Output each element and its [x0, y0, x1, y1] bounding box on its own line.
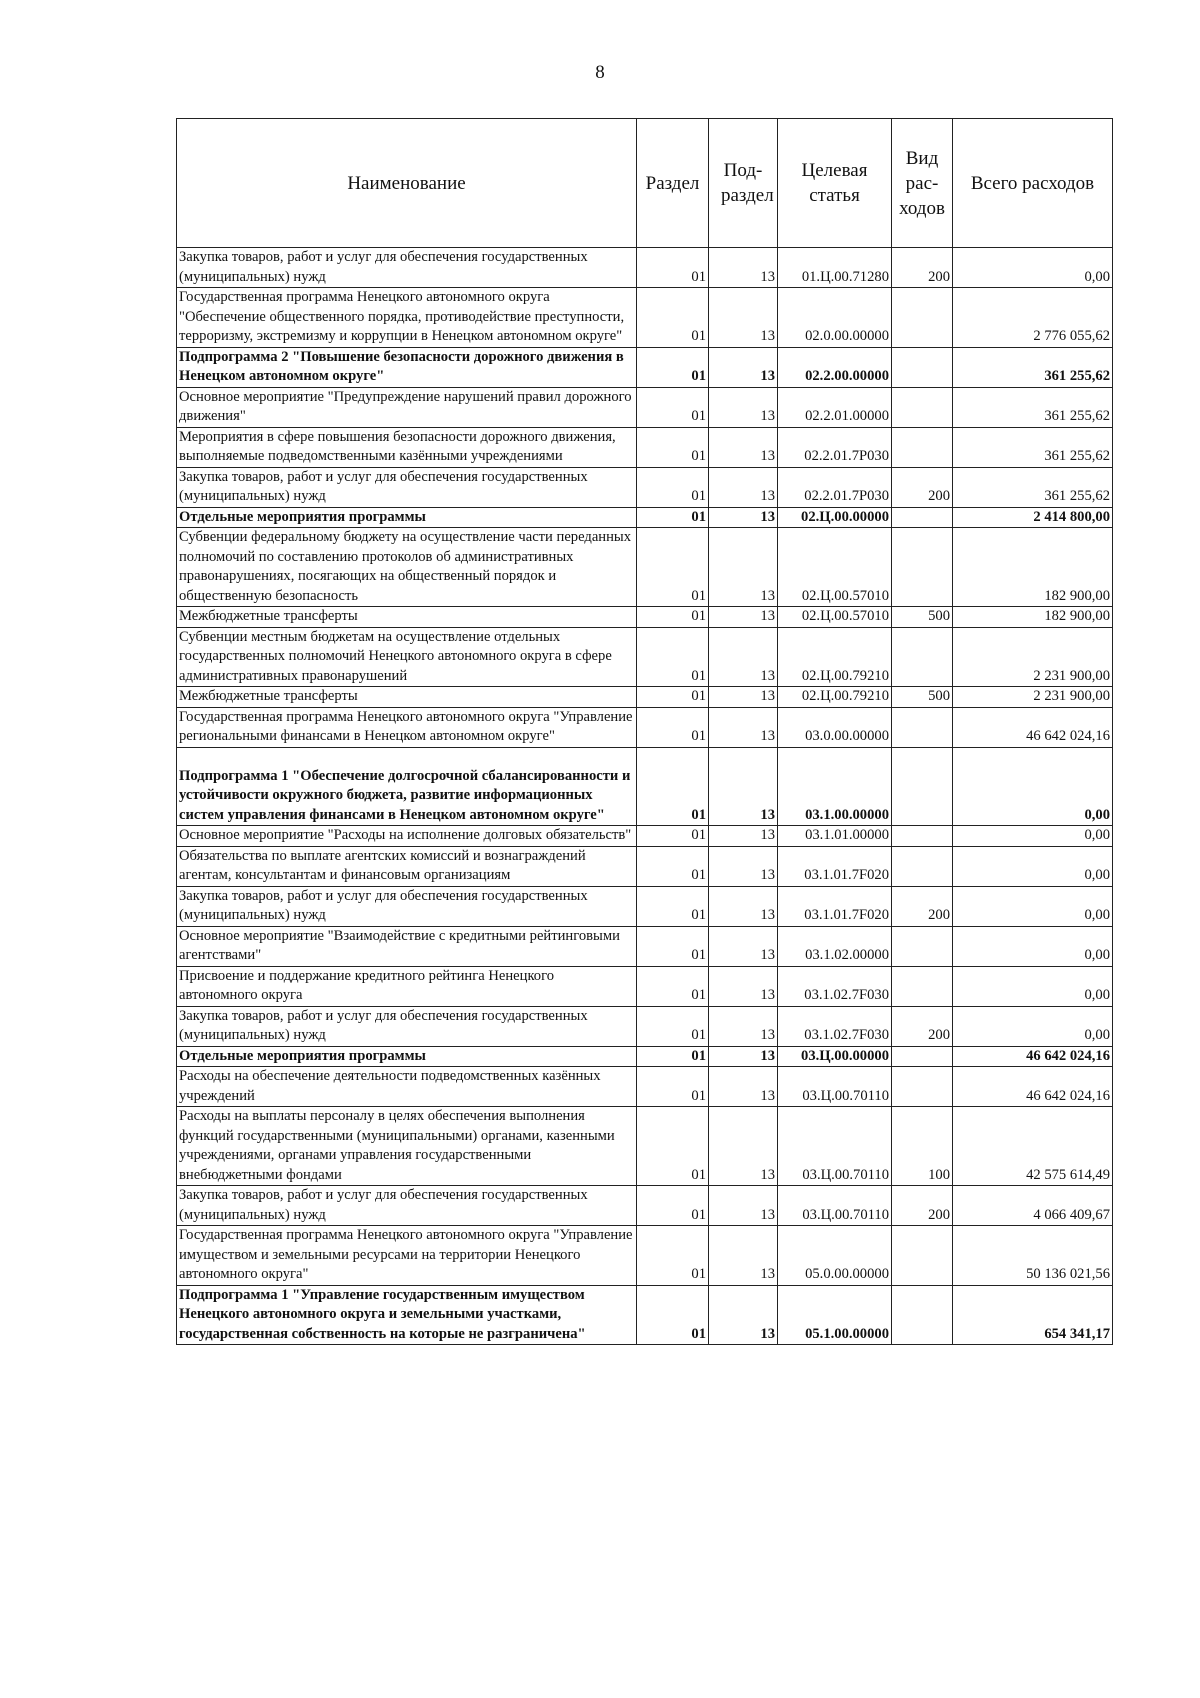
header-target: Целевая статья: [778, 119, 892, 248]
cell-target: 03.1.02.7F030: [778, 1006, 892, 1046]
cell-total: 182 900,00: [953, 528, 1113, 607]
cell-total: 46 642 024,16: [953, 1046, 1113, 1067]
cell-subsection: 13: [709, 507, 778, 528]
cell-target: 03.0.00.00000: [778, 707, 892, 747]
cell-subsection: 13: [709, 886, 778, 926]
cell-section: 01: [637, 467, 709, 507]
cell-subsection: 13: [709, 288, 778, 348]
cell-target: 01.Ц.00.71280: [778, 248, 892, 288]
cell-expense-type: [892, 528, 953, 607]
cell-subsection: 13: [709, 1186, 778, 1226]
cell-total: 361 255,62: [953, 347, 1113, 387]
cell-subsection: 13: [709, 607, 778, 628]
cell-expense-type: [892, 1226, 953, 1286]
cell-total: 0,00: [953, 926, 1113, 966]
cell-target: 02.Ц.00.57010: [778, 607, 892, 628]
cell-target: 03.1.02.7F030: [778, 966, 892, 1006]
cell-section: 01: [637, 387, 709, 427]
cell-total: 654 341,17: [953, 1285, 1113, 1345]
cell-name: Межбюджетные трансферты: [177, 687, 637, 708]
header-total: Всего расходов: [953, 119, 1113, 248]
cell-section: 01: [637, 288, 709, 348]
table-row: [177, 507, 1113, 528]
cell-subsection: 13: [709, 1226, 778, 1286]
cell-expense-type: [892, 926, 953, 966]
cell-subsection: 13: [709, 926, 778, 966]
cell-name: Подпрограмма 1 "Управление государственным имуществом Ненецкого автономного округа и земельными участками, государственная собственность на которые не разграничена": [177, 1285, 637, 1345]
cell-expense-type: [892, 747, 953, 826]
table-row: [177, 926, 1113, 966]
table-row: [177, 1107, 1113, 1186]
cell-target: 02.2.00.00000: [778, 347, 892, 387]
table-row: [177, 627, 1113, 687]
cell-section: 01: [637, 747, 709, 826]
cell-total: 0,00: [953, 747, 1113, 826]
cell-target: 02.2.01.7Р030: [778, 467, 892, 507]
cell-expense-type: 200: [892, 886, 953, 926]
cell-name: Государственная программа Ненецкого автономного округа "Управление имуществом и земельными ресурсами на территории Ненецкого автономного округа": [177, 1226, 637, 1286]
cell-target: 02.2.01.00000: [778, 387, 892, 427]
cell-total: 42 575 614,49: [953, 1107, 1113, 1186]
cell-section: 01: [637, 507, 709, 528]
cell-subsection: 13: [709, 1107, 778, 1186]
cell-target: 03.Ц.00.00000: [778, 1046, 892, 1067]
cell-total: 0,00: [953, 1006, 1113, 1046]
cell-total: 0,00: [953, 846, 1113, 886]
cell-name: Подпрограмма 2 "Повышение безопасности дорожного движения в Ненецком автономном округе": [177, 347, 637, 387]
cell-total: 2 231 900,00: [953, 687, 1113, 708]
cell-expense-type: [892, 288, 953, 348]
cell-name: Государственная программа Ненецкого автономного округа "Обеспечение общественного порядка, противодействие преступности, терроризму, экстремизму и коррупции в Ненецком автономном округе": [177, 288, 637, 348]
cell-total: 46 642 024,16: [953, 707, 1113, 747]
table-row: [177, 427, 1113, 467]
cell-target: 03.1.01.00000: [778, 826, 892, 847]
cell-subsection: 13: [709, 387, 778, 427]
cell-target: 02.2.01.7Р030: [778, 427, 892, 467]
cell-name: Межбюджетные трансферты: [177, 607, 637, 628]
cell-subsection: 13: [709, 528, 778, 607]
cell-section: 01: [637, 1107, 709, 1186]
cell-subsection: 13: [709, 826, 778, 847]
cell-section: 01: [637, 886, 709, 926]
cell-expense-type: 200: [892, 467, 953, 507]
cell-expense-type: [892, 1067, 953, 1107]
cell-expense-type: [892, 627, 953, 687]
cell-name: Отдельные мероприятия программы: [177, 507, 637, 528]
cell-expense-type: 200: [892, 1186, 953, 1226]
cell-total: 0,00: [953, 248, 1113, 288]
cell-target: 02.Ц.00.79210: [778, 627, 892, 687]
cell-section: 01: [637, 627, 709, 687]
table-row: [177, 1046, 1113, 1067]
table-row: [177, 886, 1113, 926]
cell-total: 361 255,62: [953, 467, 1113, 507]
cell-name: Отдельные мероприятия программы: [177, 1046, 637, 1067]
cell-subsection: 13: [709, 707, 778, 747]
cell-name: Подпрограмма 1 "Обеспечение долгосрочной сбалансированности и устойчивости окружного бюджета, развитие информационных систем управления финансами в Ненецком автономном округе": [177, 747, 637, 826]
cell-subsection: 13: [709, 347, 778, 387]
cell-total: 46 642 024,16: [953, 1067, 1113, 1107]
cell-section: 01: [637, 607, 709, 628]
cell-subsection: 13: [709, 846, 778, 886]
cell-total: 2 776 055,62: [953, 288, 1113, 348]
cell-name: Расходы на обеспечение деятельности подведомственных казённых учреждений: [177, 1067, 637, 1107]
cell-name: Субвенции федеральному бюджету на осуществление части переданных полномочий по составлению протоколов об административных правонарушениях, посягающих на общественный порядок и общественную безопасность: [177, 528, 637, 607]
cell-total: 361 255,62: [953, 427, 1113, 467]
cell-expense-type: [892, 966, 953, 1006]
header-subsection: Под-раздел: [709, 119, 778, 248]
cell-total: 361 255,62: [953, 387, 1113, 427]
table-row: [177, 1285, 1113, 1345]
cell-total: 0,00: [953, 966, 1113, 1006]
table-row: [177, 846, 1113, 886]
table-row: [177, 707, 1113, 747]
cell-section: 01: [637, 707, 709, 747]
cell-target: 03.Ц.00.70110: [778, 1186, 892, 1226]
cell-name: Государственная программа Ненецкого автономного округа "Управление региональными финансами в Ненецком автономном округе": [177, 707, 637, 747]
table-row: [177, 1186, 1113, 1226]
cell-expense-type: 200: [892, 248, 953, 288]
cell-section: 01: [637, 687, 709, 708]
header-name: Наименование: [177, 119, 637, 248]
table-row: [177, 687, 1113, 708]
cell-expense-type: 100: [892, 1107, 953, 1186]
cell-total: 182 900,00: [953, 607, 1113, 628]
cell-name: Закупка товаров, работ и услуг для обеспечения государственных (муниципальных) нужд: [177, 1186, 637, 1226]
cell-subsection: 13: [709, 627, 778, 687]
table-row: [177, 248, 1113, 288]
cell-subsection: 13: [709, 966, 778, 1006]
cell-name: Закупка товаров, работ и услуг для обеспечения государственных (муниципальных) нужд: [177, 467, 637, 507]
cell-expense-type: [892, 1285, 953, 1345]
cell-name: Основное мероприятие "Предупреждение нарушений правил дорожного движения": [177, 387, 637, 427]
cell-expense-type: [892, 1046, 953, 1067]
cell-expense-type: [892, 846, 953, 886]
cell-section: 01: [637, 1186, 709, 1226]
cell-subsection: 13: [709, 1067, 778, 1107]
cell-section: 01: [637, 1285, 709, 1345]
cell-name: Присвоение и поддержание кредитного рейтинга Ненецкого автономного округа: [177, 966, 637, 1006]
cell-section: 01: [637, 1006, 709, 1046]
table-row: [177, 387, 1113, 427]
table-row: [177, 1067, 1113, 1107]
cell-total: 4 066 409,67: [953, 1186, 1113, 1226]
page-number: 8: [595, 62, 605, 83]
cell-target: 02.Ц.00.00000: [778, 507, 892, 528]
cell-expense-type: 500: [892, 687, 953, 708]
cell-expense-type: [892, 707, 953, 747]
cell-section: 01: [637, 248, 709, 288]
cell-section: 01: [637, 846, 709, 886]
cell-target: 03.Ц.00.70110: [778, 1067, 892, 1107]
cell-name: Закупка товаров, работ и услуг для обеспечения государственных (муниципальных) нужд: [177, 248, 637, 288]
table-row: [177, 607, 1113, 628]
table-row: [177, 528, 1113, 607]
cell-expense-type: 200: [892, 1006, 953, 1046]
cell-section: 01: [637, 427, 709, 467]
cell-expense-type: 500: [892, 607, 953, 628]
cell-target: 03.1.00.00000: [778, 747, 892, 826]
cell-expense-type: [892, 387, 953, 427]
cell-target: 05.1.00.00000: [778, 1285, 892, 1345]
table-row: [177, 747, 1113, 826]
table-row: [177, 467, 1113, 507]
cell-name: Субвенции местным бюджетам на осуществление отдельных государственных полномочий Ненецкого автономного округа в сфере административных правонарушений: [177, 627, 637, 687]
cell-target: 05.0.00.00000: [778, 1226, 892, 1286]
cell-expense-type: [892, 507, 953, 528]
cell-total: 0,00: [953, 886, 1113, 926]
cell-total: 0,00: [953, 826, 1113, 847]
cell-section: 01: [637, 528, 709, 607]
cell-target: 03.Ц.00.70110: [778, 1107, 892, 1186]
cell-total: 2 231 900,00: [953, 627, 1113, 687]
cell-name: Закупка товаров, работ и услуг для обеспечения государственных (муниципальных) нужд: [177, 886, 637, 926]
cell-section: 01: [637, 826, 709, 847]
table-row: [177, 1006, 1113, 1046]
budget-table: [176, 118, 1113, 1345]
cell-section: 01: [637, 1226, 709, 1286]
cell-name: Обязательства по выплате агентских комиссий и вознаграждений агентам, консультантам и финансовым организациям: [177, 846, 637, 886]
cell-expense-type: [892, 826, 953, 847]
table-row: [177, 1226, 1113, 1286]
cell-total: 50 136 021,56: [953, 1226, 1113, 1286]
cell-name: Основное мероприятие "Расходы на исполнение долговых обязательств": [177, 826, 637, 847]
cell-target: 03.1.02.00000: [778, 926, 892, 966]
cell-subsection: 13: [709, 248, 778, 288]
cell-target: 03.1.01.7F020: [778, 846, 892, 886]
cell-subsection: 13: [709, 1006, 778, 1046]
cell-target: 02.Ц.00.57010: [778, 528, 892, 607]
cell-expense-type: [892, 427, 953, 467]
cell-name: Основное мероприятие "Взаимодействие с кредитными рейтинговыми агентствами": [177, 926, 637, 966]
cell-expense-type: [892, 347, 953, 387]
cell-section: 01: [637, 966, 709, 1006]
cell-section: 01: [637, 1046, 709, 1067]
cell-subsection: 13: [709, 467, 778, 507]
table-row: [177, 966, 1113, 1006]
cell-name: Закупка товаров, работ и услуг для обеспечения государственных (муниципальных) нужд: [177, 1006, 637, 1046]
cell-subsection: 13: [709, 1285, 778, 1345]
table-header-row: [177, 119, 1113, 248]
cell-subsection: 13: [709, 747, 778, 826]
cell-name: Расходы на выплаты персоналу в целях обеспечения выполнения функций государственными (муниципальными) органами, казенными учреждениями, органами управления государственными внебюджетными фондами: [177, 1107, 637, 1186]
cell-subsection: 13: [709, 1046, 778, 1067]
table-row: [177, 826, 1113, 847]
cell-section: 01: [637, 1067, 709, 1107]
header-section: Раздел: [637, 119, 709, 248]
table-body: [177, 248, 1113, 1345]
cell-target: 03.1.01.7F020: [778, 886, 892, 926]
cell-subsection: 13: [709, 687, 778, 708]
cell-target: 02.0.00.00000: [778, 288, 892, 348]
table-row: [177, 288, 1113, 348]
cell-subsection: 13: [709, 427, 778, 467]
cell-total: 2 414 800,00: [953, 507, 1113, 528]
cell-name: Мероприятия в сфере повышения безопасности дорожного движения, выполняемые подведомственными казёнными учреждениями: [177, 427, 637, 467]
cell-target: 02.Ц.00.79210: [778, 687, 892, 708]
header-expense-type: Вид рас-ходов: [892, 119, 953, 248]
table-row: [177, 347, 1113, 387]
cell-section: 01: [637, 926, 709, 966]
cell-section: 01: [637, 347, 709, 387]
